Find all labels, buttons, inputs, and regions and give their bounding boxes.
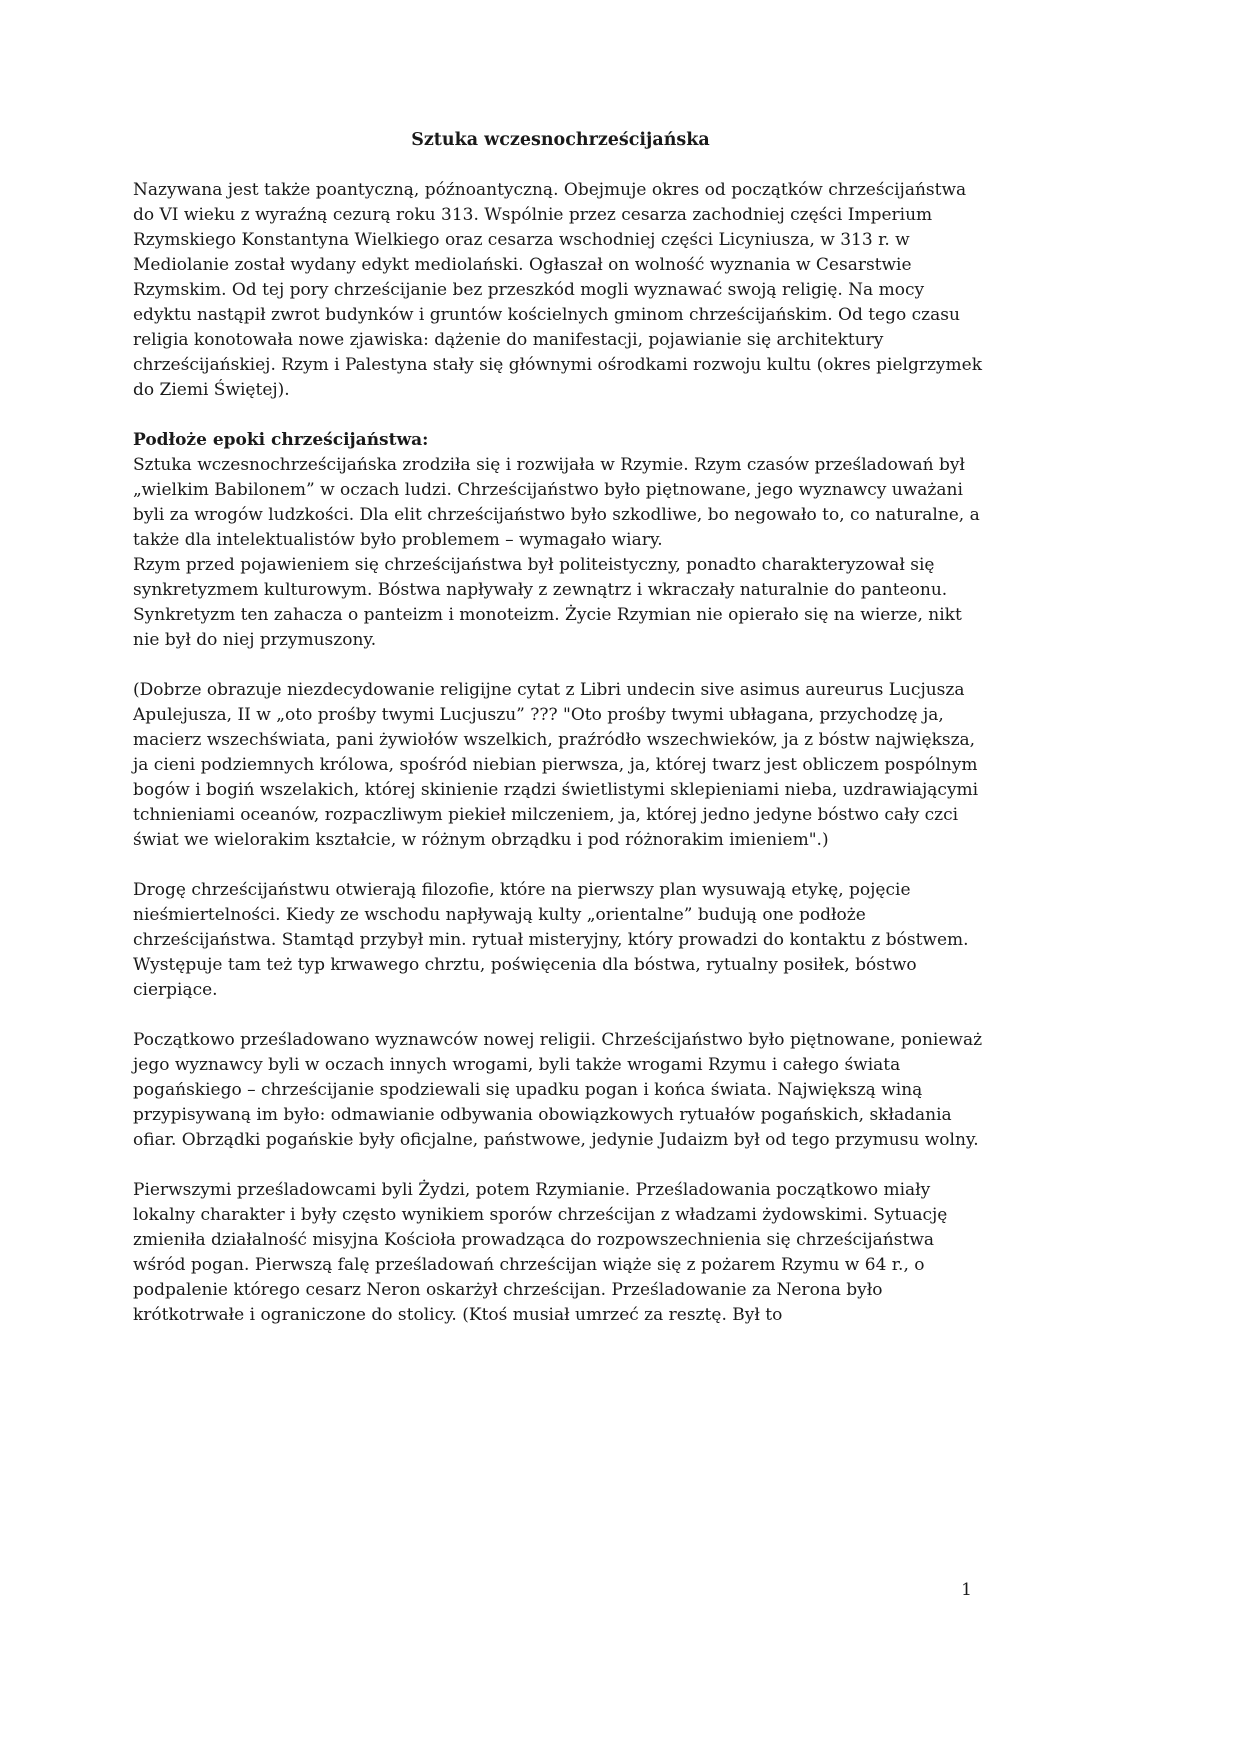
paragraph-quote: (Dobrze obrazuje niezdecydowanie religijne cytat z Libri undecin sive asimus aureurus Lucjusza Apulejusza, II w „oto prośby twymi Lucjuszu” ??? "Oto prośby twymi ubłagana, przychodzę ja, macierz wszechświata, pani żywiołów wszelkich, praźródło wszechwieków, ja z bóstw największa, ja cieni podziemnych królowa, spośród niebian pierwsza, ja, której twarz jest obliczem pospólnym bogów i bogiń wszelakich, której skinienie rządzi świetlistymi sklepieniami nieba, uzdrawiającymi tchnieniami oceanów, rozpaczliwym piekieł milczeniem, ja, której jedno jedyne bóstwo cały czci świat we wielorakim kształcie, w różnym obrządku i pod różnorakim imieniem".) bbox=[133, 680, 979, 850]
paragraph-przesladowania: Początkowo prześladowano wyznawców nowej religii. Chrześcijaństwo było piętnowane, ponieważ jego wyznawcy byli w oczach innych wrogami, byli także wrogami Rzymu i całego świata pogańskiego – chrześcijanie spodziewali się upadku pogan i końca świata. Największą winą przypisywaną im było: odmawianie odbywania obowiązkowych rytuałów pogańskich, składania ofiar. Obrządki pogańskie były oficjalne, państwowe, jedynie Judaizm był od tego przymusu wolny. bbox=[133, 1030, 983, 1150]
paragraph-filozofie: Drogę chrześcijaństwu otwierają filozofie, które na pierwszy plan wysuwają etykę, pojęcie nieśmiertelności. Kiedy ze wschodu napływają kulty „orientalne” budują one podłoże chrześcijaństwa. Stamtąd przybył min. rytuał misteryjny, który prowadzi do kontaktu z bóstwem. Występuje tam też typ krwawego chrztu, poświęcenia dla bóstwa, rytualny posiłek, bóstwo cierpiące. bbox=[133, 880, 969, 1000]
paragraph-intro: Nazywana jest także poantyczną, późnoantyczną. Obejmuje okres od początków chrześcijaństwa do VI wieku z wyraźną cezurą roku 313. Wspólnie przez cesarza zachodniej części Imperium Rzymskiego Konstantyna Wielkiego oraz cesarza wschodniej części Licyniusza, w 313 r. w Mediolanie został wydany edykt mediolański. Ogłaszał on wolność wyznania w Cesarstwie Rzymskim. Od tej pory chrześcijanie bez przeszkód mogli wyznawać swoją religię. Na mocy edyktu nastąpił zwrot budynków i gruntów kościelnych gminom chrześcijańskim. Od tego czasu religia konotowała nowe zjawiska: dążenie do manifestacji, pojawianie się architektury chrześcijańskiej. Rzym i Palestyna stały się głównymi ośrodkami rozwoju kultu (okres pielgrzymek do Ziemi Świętej). bbox=[133, 180, 983, 400]
document-title: Sztuka wczesnochrześcijańska bbox=[411, 130, 710, 150]
page-number: 1 bbox=[961, 1580, 972, 1600]
paragraph-podloze-2: Rzym przed pojawieniem się chrześcijaństwa był politeistyczny, ponadto charakteryzował się synkretyzmem kulturowym. Bóstwa napływały z zewnątrz i wkraczały naturalnie do panteonu. Synkretyzm ten zahacza o panteizm i monoteizm. Życie Rzymian nie opierało się na wierze, nikt nie był do niej przymuszony. bbox=[133, 555, 962, 650]
paragraph-podloze-1: Sztuka wczesnochrześcijańska zrodziła się i rozwijała w Rzymie. Rzym czasów prześladowań był „wielkim Babilonem” w oczach ludzi. Chrześcijaństwo było piętnowane, jego wyznawcy uważani byli za wrogów ludzkości. Dla elit chrześcijaństwo było szkodliwe, bo negowało to, co naturalne, a także dla intelektualistów było problemem – wymagało wiary. bbox=[133, 455, 980, 550]
section-heading-podloze: Podłoże epoki chrześcijaństwa: bbox=[133, 430, 429, 450]
paragraph-pierwsi-przesladowcy: Pierwszymi prześladowcami byli Żydzi, potem Rzymianie. Prześladowania początkowo miały lokalny charakter i były często wynikiem sporów chrześcijan z władzami żydowskimi. Sytuację zmieniła działalność misyjna Kościoła prowadząca do rozpowszechnienia się chrześcijaństwa wśród pogan. Pierwszą falę prześladowań chrześcijan wiąże się z pożarem Rzymu w 64 r., o podpalenie którego cesarz Neron oskarżył chrześcijan. Prześladowanie za Nerona było krótkotrwałe i ograniczone do stolicy. (Ktoś musiał umrzeć za resztę. Był to bbox=[133, 1180, 948, 1325]
